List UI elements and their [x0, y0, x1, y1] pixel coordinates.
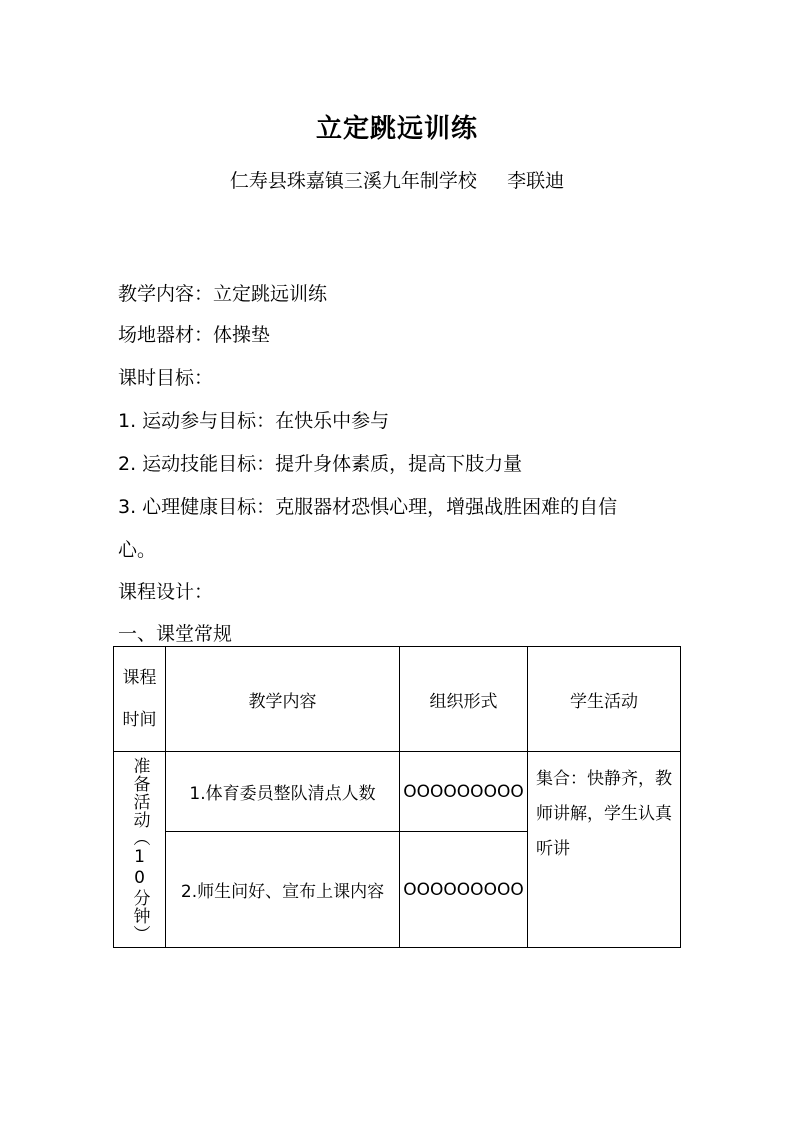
phase-label: 准备活动（10分钟）	[129, 756, 150, 943]
header-content: 教学内容	[166, 647, 400, 752]
phase-cell	[114, 752, 166, 948]
row-organization: OOOOOOOOO	[400, 832, 528, 948]
design-heading: 课程设计：	[118, 581, 214, 603]
student-activity: 集合：快静齐，教师讲解，学生认真听讲	[528, 752, 681, 948]
goal-3: 3. 心理健康目标：克服器材恐惧心理，增强战胜困难的自信	[118, 496, 618, 518]
teaching-content: 教学内容：立定跳远训练	[118, 283, 328, 305]
table-row	[114, 752, 681, 832]
header-time-line1: 课程	[122, 668, 157, 688]
header-time-line2: 时间	[122, 710, 157, 730]
venue-equipment: 场地器材：体操垫	[118, 324, 271, 346]
header-time	[114, 647, 166, 752]
goal-3-continued: 心。	[118, 539, 157, 561]
table-header-row	[114, 647, 681, 752]
author-line: 仁寿县珠嘉镇三溪九年制学校 李联迪	[229, 170, 565, 192]
page-title: 立定跳远训练	[315, 114, 478, 144]
row-content: 2.师生问好、宣布上课内容	[166, 832, 400, 948]
goal-1: 1. 运动参与目标：在快乐中参与	[118, 410, 390, 432]
section-heading: 一、课堂常规	[118, 623, 233, 645]
header-organization: 组织形式	[400, 647, 528, 752]
lesson-table	[113, 646, 681, 948]
header-student-activity: 学生活动	[528, 647, 681, 752]
row-organization: OOOOOOOOO	[400, 752, 528, 832]
goals-heading: 课时目标：	[118, 367, 214, 389]
row-content: 1.体育委员整队清点人数	[166, 752, 400, 832]
goal-2: 2. 运动技能目标：提升身体素质，提高下肢力量	[118, 453, 523, 475]
